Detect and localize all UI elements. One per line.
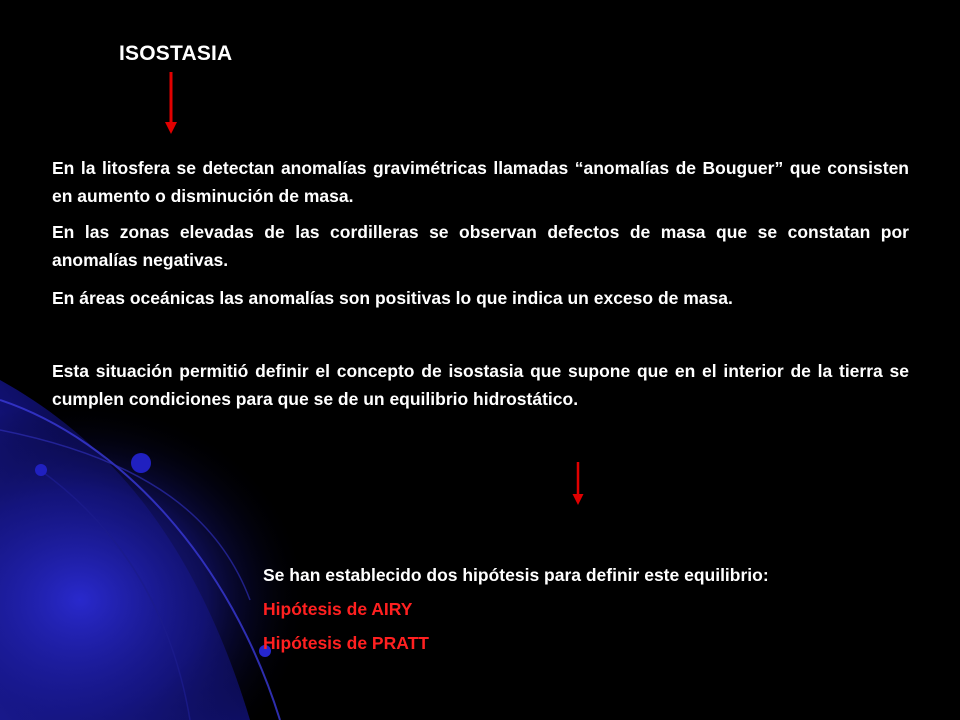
hypotheses-block [263, 558, 769, 660]
hypotheses-intro: Se han establecido dos hipótesis para definir este equilibrio: [263, 565, 769, 585]
paragraph-isostasy-concept: Esta situación permitió definir el concepto de isostasia que supone que en el interior de la tierra se cumplen condiciones para que se de un equilibrio hidrostático. [52, 361, 909, 409]
hypothesis-pratt: Hipótesis de PRATT [263, 633, 429, 653]
paragraph-bouguer: En la litosfera se detectan anomalías gravimétricas llamadas “anomalías de Bouguer” que consisten en aumento o disminución de masa. [52, 158, 909, 206]
decor-dot [35, 464, 47, 476]
down-arrow-icon [163, 72, 179, 136]
hypothesis-airy: Hipótesis de AIRY [263, 599, 413, 619]
decor-dot [131, 453, 151, 473]
down-arrow-icon [570, 462, 586, 506]
paragraph-cordilleras: En las zonas elevadas de las cordilleras se observan defectos de masa que se constatan por anomalías negativas. [52, 222, 909, 270]
slide-title: ISOSTASIA [119, 42, 233, 65]
paragraph-oceanic: En áreas oceánicas las anomalías son positivas lo que indica un exceso de masa. [52, 288, 733, 308]
